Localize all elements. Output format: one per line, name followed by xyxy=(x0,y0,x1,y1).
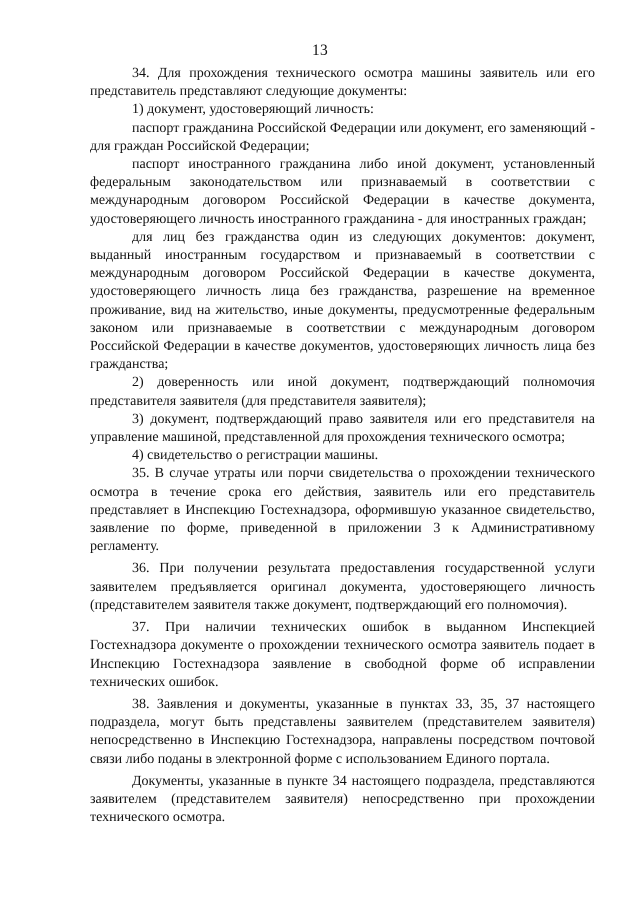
paragraph-36: 36. При получении результата предоставления государственной услуги заявителем предъявляется оригинал документа, удостоверяющего личность (представителем заявителя также документ, подтверждающий его полномочия). xyxy=(90,561,595,613)
paragraph-item-1: 1) документ, удостоверяющий личность: xyxy=(132,102,374,118)
paragraph-35: 35. В случае утраты или порчи свидетельства о прохождении технического осмотра в течение срока его действия, заявитель или его представитель представляет в Инспекцию Гостехнадзора, оформившую указанное свидетельство, заявление по форме, приведенной в приложении 3 к Административному регламенту. xyxy=(90,466,595,555)
paragraph-passport-foreign: паспорт иностранного гражданина либо иной документ, установленный федеральным законодательством или признаваемый в соответствии с международным договором Российской Федерации в качестве документа, удостоверяющего личность иностранного гражданина - для иностранных граждан; xyxy=(90,157,595,227)
paragraph-item-3: 3) документ, подтверждающий право заявителя или его представителя на управление машиной, представленной для прохождения технического осмотра; xyxy=(90,411,595,446)
document-body xyxy=(90,65,595,827)
paragraph-stateless: для лиц без гражданства один из следующих документов: документ, выданный иностранным государством и признаваемый в соответствии с международным договором Российской Федерации в качестве документа, удостоверяющего личность лица без гражданства, разрешение на временное проживание, вид на жительство, иные документы, предусмотренные федеральным законом или признаваемые в соответствии с международным договором Российской Федерации в качестве документов, удостоверяющих личность лица без гражданства; xyxy=(90,229,595,373)
paragraph-passport-rf: паспорт гражданина Российской Федерации или документ, его заменяющий - для граждан Российской Федерации; xyxy=(90,120,595,154)
paragraph-item-2: 2) доверенность или иной документ, подтверждающий полномочия представителя заявителя (для представителя заявителя); xyxy=(90,375,595,409)
paragraph-documents-note: Документы, указанные в пункте 34 настоящего подраздела, представляются заявителем (представителем заявителя) непосредственно при прохождении технического осмотра. xyxy=(90,773,595,826)
paragraph-37: 37. При наличии технических ошибок в выданном Инспекцией Гостехнадзора документе о прохождении технического осмотра заявитель подает в Инспекцию Гостехнадзора заявление в свободной форме об исправлении технических ошибок. xyxy=(90,620,595,690)
page-number: 13 xyxy=(311,42,329,59)
paragraph-34-intro: 34. Для прохождения технического осмотра машины заявитель или его представитель представляют следующие документы: xyxy=(90,66,595,100)
paragraph-item-4: 4) свидетельство о регистрации машины. xyxy=(132,448,379,464)
paragraph-38: 38. Заявления и документы, указанные в пунктах 33, 35, 37 настоящего подраздела, могут быть представлены заявителем (представителем заявителя) непосредственно в Инспекцию Гостехнадзора, направлены посредством почтовой связи либо поданы в электронной форме с использованием Единого портала. xyxy=(90,696,595,767)
